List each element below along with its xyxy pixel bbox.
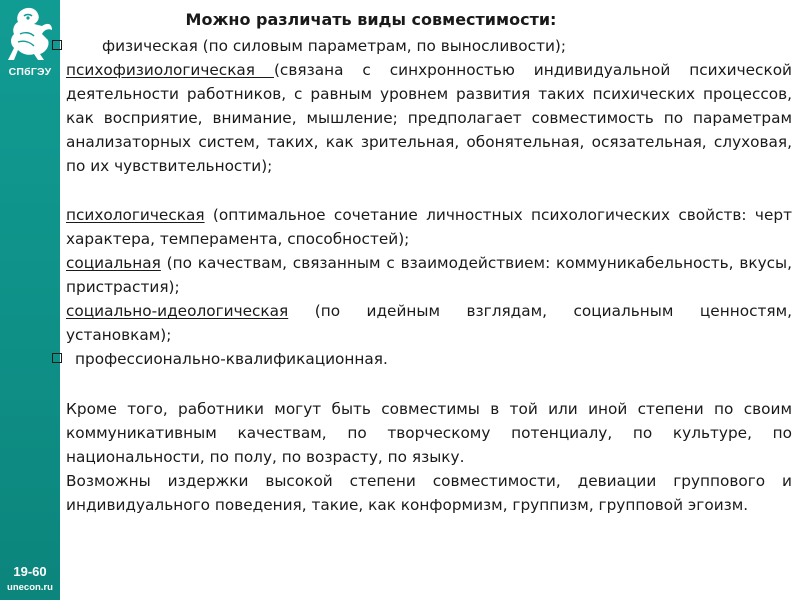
item-text: физическая (по силовым параметрам, по выносливости); xyxy=(102,37,567,55)
list-item-ideological xyxy=(66,299,792,347)
list-item-psychological xyxy=(66,203,792,251)
list-item-social xyxy=(66,251,792,299)
list-item-psychophysiological xyxy=(66,58,792,178)
item-text: (связана с синхронностью индивидуальной психической деятельности работников, с равным уровнем развития таких психических процессов, как восприятие, внимание, мышление; предполагает совместимость по параметрам анализаторных систем, таких, как зрительная, обонятельная, осязательная, слуховая, по их чувствительности); xyxy=(66,61,792,176)
item-term: социальная xyxy=(66,254,161,272)
sidebar xyxy=(0,0,60,600)
item-term: социально-идеологическая xyxy=(66,302,289,320)
checkbox-bullet-icon xyxy=(52,353,62,363)
conclusion-paragraph-1: Кроме того, работники могут быть совместимы в той или иной степени по своим коммуникативным качествам, по творческому потенциалу, по культуре, по национальности, по полу, по возрасту, по языку. xyxy=(66,400,792,467)
slide-number: 19-60 xyxy=(13,564,47,579)
item-text: (по идейным взглядам, социальным ценностям, установкам); xyxy=(66,302,792,345)
checkbox-bullet-icon xyxy=(52,40,62,50)
logo-text: СПбГЭУ xyxy=(8,66,52,78)
list-item-physical xyxy=(52,34,566,58)
site-url: unecon.ru xyxy=(7,582,53,593)
item-text: (по качествам, связанным с взаимодействием: коммуникабельность, вкусы, пристрастия); xyxy=(66,254,792,297)
item-term: психофизиологическая xyxy=(66,61,274,79)
slide-title: Можно различать виды совместимости: xyxy=(185,10,557,29)
list-item-professional xyxy=(52,347,388,371)
item-term: психологическая xyxy=(66,206,205,224)
conclusion-paragraph-2: Возможны издержки высокой степени совместимости, девиации группового и индивидуального поведения, такие, как конформизм, группизм, групповой эгоизм. xyxy=(66,472,792,515)
griffin-logo-icon xyxy=(4,4,56,64)
item-text: профессионально-квалификационная. xyxy=(75,350,388,368)
item-text: (оптимальное сочетание личностных психологических свойств: черт характера, темперамента, способностей); xyxy=(66,206,792,249)
